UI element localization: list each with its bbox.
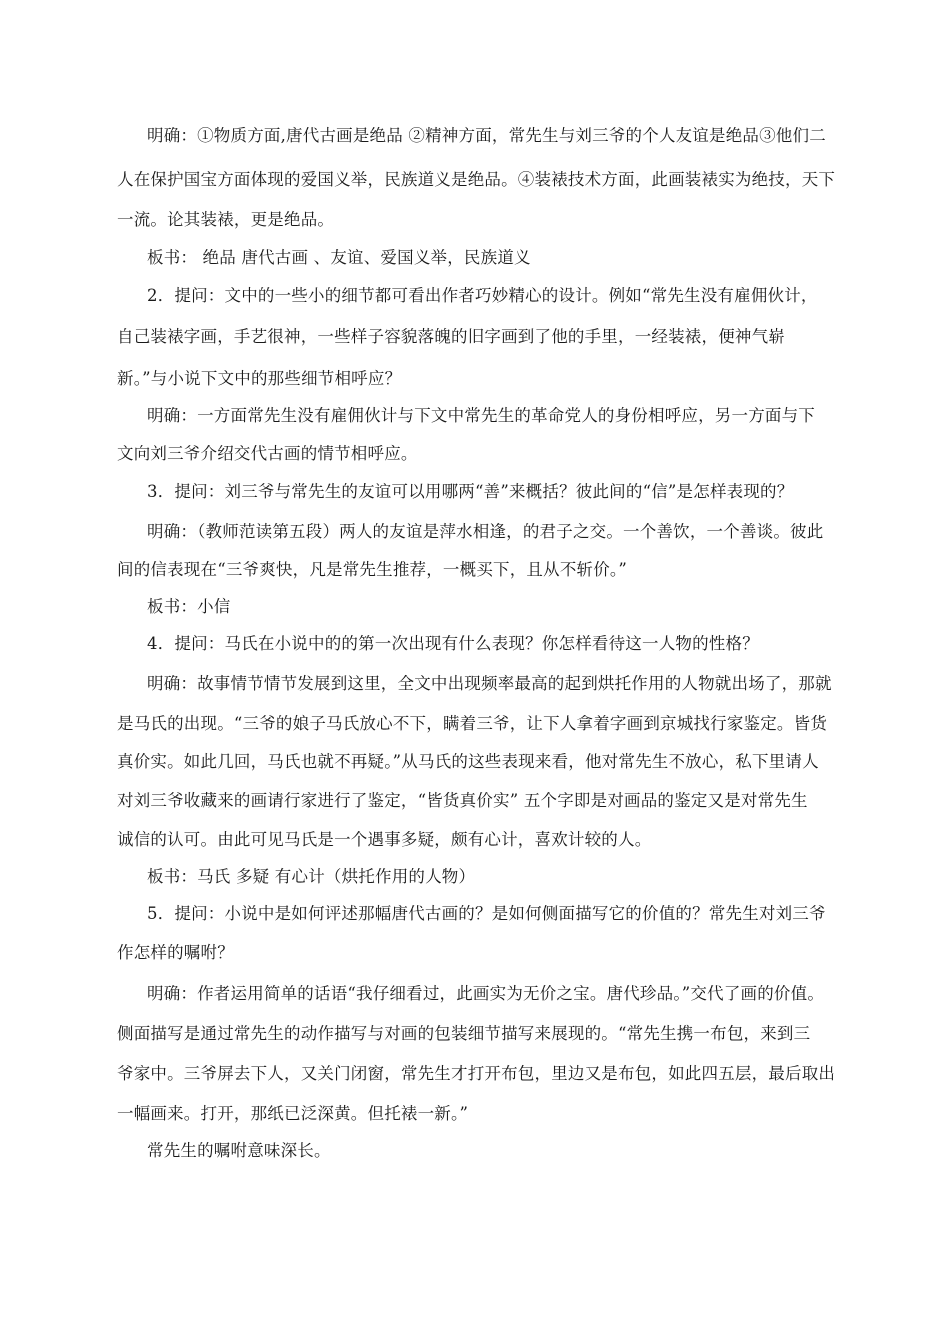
- text-line: 一流。论其装裱，更是绝品。: [117, 210, 335, 229]
- text-line: 明确：故事情节情节发展到这里，全文中出现频率最高的起到烘托作用的人物就出场了，那就: [147, 674, 832, 693]
- text-line: 明确：①物质方面,唐代古画是绝品 ②精神方面，常先生与刘三爷的个人友谊是绝品③他们二: [147, 126, 826, 145]
- text-line: 板书：小信: [147, 597, 231, 616]
- text-line: 人在保护国宝方面体现的爱国义举，民族道义是绝品。④装裱技术方面，此画装裱实为绝技，天下: [117, 170, 836, 189]
- text-line: 文向刘三爷介绍交代古画的情节相呼应。: [117, 444, 418, 463]
- text-line: 2．提问：文中的一些小的细节都可看出作者巧妙精心的设计。例如“常先生没有雇佣伙计，: [147, 286, 818, 305]
- text-line: 一幅画来。打开，那纸已泛深黄。但托裱一新。”: [117, 1104, 469, 1123]
- text-line: 3．提问：刘三爷与常先生的友谊可以用哪两“善”来概括？彼此间的“信”是怎样表现的？: [147, 482, 794, 501]
- text-line: 明确：（教师范读第五段）两人的友谊是萍水相逢，的君子之交。一个善饮，一个善谈。彼此: [147, 522, 824, 541]
- text-line: 真价实。如此几回，马氏也就不再疑。”从马氏的这些表现来看，他对常先生不放心，私下里请人: [117, 752, 819, 771]
- text-line: 对刘三爷收藏来的画请行家进行了鉴定，“皆货真价实” 五个字即是对画品的鉴定又是对常先生: [117, 791, 808, 810]
- text-line: 5．提问：小说中是如何评述那幅唐代古画的？是如何侧面描写它的价值的？常先生对刘三爷: [147, 904, 826, 923]
- text-line: 常先生的嘱咐意味深长。: [147, 1141, 331, 1160]
- text-line: 自己装裱字画，手艺很神，一些样子容貌落魄的旧字画到了他的手里，一经装裱，便神气崭: [117, 327, 785, 346]
- text-line: 作怎样的嘱咐？: [117, 943, 234, 962]
- text-line: 板书： 绝品 唐代古画 、友谊、爱国义举，民族道义: [147, 248, 531, 267]
- text-line: 诚信的认可。由此可见马氏是一个遇事多疑，颇有心计，喜欢计较的人。: [117, 830, 652, 849]
- text-line: 板书：马氏 多疑 有心计（烘托作用的人物）: [147, 867, 476, 886]
- text-line: 间的信表现在“三爷爽快，凡是常先生推荐，一概买下，且从不斩价。”: [117, 560, 628, 579]
- text-line: 侧面描写是通过常先生的动作描写与对画的包装细节描写来展现的。“常先生携一布包，来到三: [117, 1024, 811, 1043]
- text-line: 是马氏的出现。“三爷的娘子马氏放心不下，瞒着三爷，让下人拿着字画到京城找行家鉴定。皆货: [117, 714, 828, 733]
- text-line: 4．提问：马氏在小说中的的第一次出现有什么表现？你怎样看待这一人物的性格？: [147, 634, 759, 653]
- text-line: 明确：作者运用简单的话语“我仔细看过，此画实为无价之宝。唐代珍品。”交代了画的价值。: [147, 984, 825, 1003]
- text-line: 明确：一方面常先生没有雇佣伙计与下文中常先生的革命党人的身份相呼应，另一方面与下: [147, 406, 815, 425]
- text-line: 爷家中。三爷屏去下人，又关门闭窗，常先生才打开布包，里边又是布包，如此四五层，最后取出: [117, 1064, 836, 1083]
- text-line: 新。”与小说下文中的那些细节相呼应？: [117, 369, 402, 388]
